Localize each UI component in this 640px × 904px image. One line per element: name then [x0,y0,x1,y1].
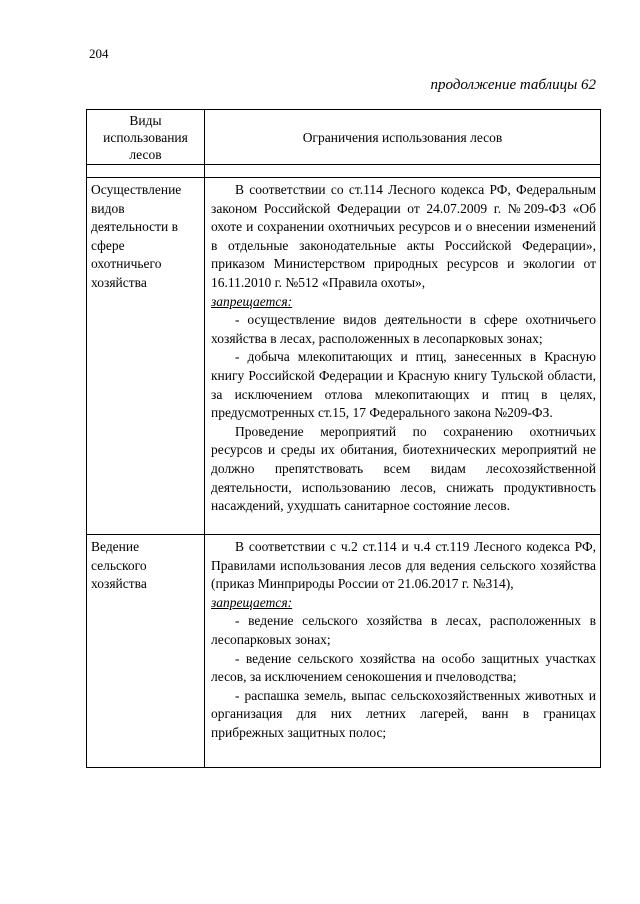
restriction-item: - ведение сельского хозяйства в лесах, расположенных в лесопарковых зонах; [211,613,596,647]
restriction-item: - осуществление видов деятельности в сфере охотничьего хозяйства в лесах, расположенных в лесопарковых зонах; [211,312,596,346]
forbidden-label: запрещается: [211,293,293,309]
row-category: Ведение сельского хозяйства [87,535,205,768]
legal-basis-paragraph: В соответствии со ст.114 Лесного кодекса РФ, Федеральным законом Российской Федерации от 24.07.2009 г. №209-ФЗ «Об охоте и сохранении охотничьих ресурсов и о внесении изменений в отдельные законодательные акты Российской Федерации», приказом Министерством природных ресурсов и экологии от 16.11.2010 г. №512 «Правила охоты», запрещается: [211,182,596,309]
restriction-item: - ведение сельского хозяйства на особо защитных участках лесов, за исключением сенокошения и пчеловодства; [211,650,596,685]
closing-paragraph: Проведение мероприятий по сохранению охотничьих ресурсов и среды их обитания, биотехнических мероприятий не должно препятствовать всем видам лесохозяйственной деятельности, использованию лесов, снижать продуктивность насаждений, ухудшать санитарное состояние лесов. [211,423,596,514]
page-number: 204 [89,46,109,61]
header-forest-use-types: Виды использования лесов [87,110,205,165]
restrictions-table [86,109,601,768]
table-row [87,535,601,768]
row-category: Осуществление видов деятельности в сфере охотничьего хозяйства [87,178,205,535]
table-continuation-label: продолжение таблицы 62 [430,77,596,93]
header-forest-use-restrictions: Ограничения использования лесов [205,110,601,165]
forbidden-label: запрещается: [211,594,293,610]
table-spacer-row [87,165,601,178]
restriction-item: - распашка земель, выпас сельскохозяйственных животных и организация для них летних лагерей, ванн в границах прибрежных защитных полос; [211,687,596,740]
restriction-item: - добыча млекопитающих и птиц, занесенных в Красную книгу Российской Федерации и Красную книгу Тульской области, за исключением отлова млекопитающих и птиц в целях, предусмотренных ст.15, 17 Федерального закона №209-ФЗ. [211,349,596,421]
row-restrictions [205,178,601,535]
table-header-row [87,110,601,165]
table-row [87,178,601,535]
row-restrictions [205,535,601,768]
legal-basis-paragraph: В соответствии с ч.2 ст.114 и ч.4 ст.119 Лесного кодекса РФ, Правилами использования лесов для ведения сельского хозяйства (приказ Минприроды России от 21.06.2017 г. №314), запрещается: [211,539,596,610]
